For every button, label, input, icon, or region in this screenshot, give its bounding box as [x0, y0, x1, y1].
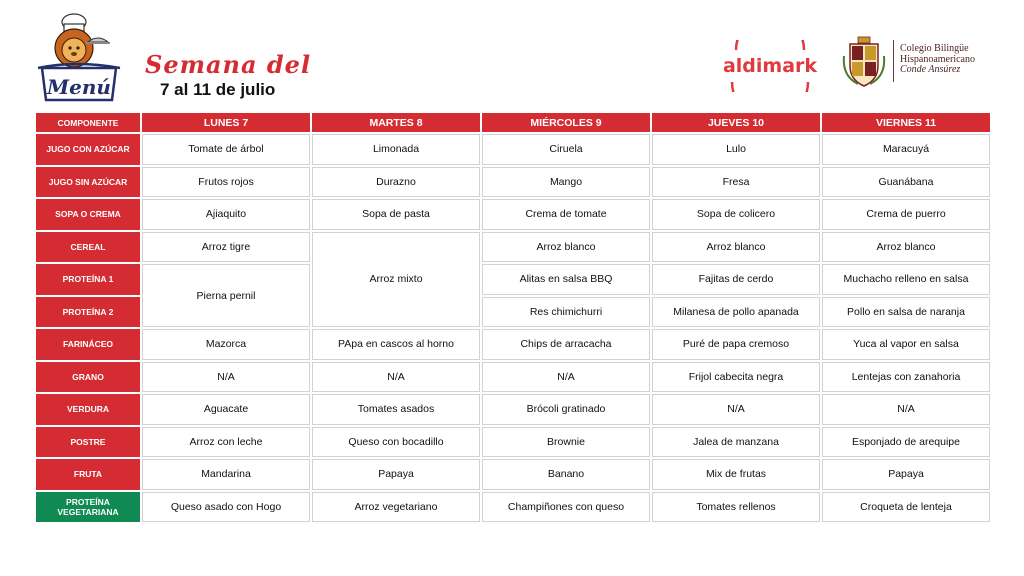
day-header: JUEVES 10 [652, 113, 820, 132]
row-label: JUGO CON AZÚCAR [36, 134, 140, 165]
row-label: GRANO [36, 362, 140, 393]
table-row [36, 232, 990, 263]
menu-cell: Fajitas de cerdo [652, 264, 820, 295]
menu-cell: Pollo en salsa de naranja [822, 297, 990, 328]
menu-cell: Brócoli gratinado [482, 394, 650, 425]
menu-cell: Esponjado de arequipe [822, 427, 990, 458]
table-row [36, 492, 990, 523]
row-label: FARINÁCEO [36, 329, 140, 360]
menu-cell: N/A [822, 394, 990, 425]
menu-cell: Queso con bocadillo [312, 427, 480, 458]
menu-cell-merged: Arroz mixto [312, 232, 480, 328]
menu-cell: Res chimichurri [482, 297, 650, 328]
table-header-row [36, 113, 990, 132]
menu-cell: Frutos rojos [142, 167, 310, 198]
menu-cell: Mandarina [142, 459, 310, 490]
menu-cell: Sopa de pasta [312, 199, 480, 230]
row-label: POSTRE [36, 427, 140, 458]
mascot-menu-text: Menú [47, 75, 111, 99]
menu-cell: Mix de frutas [652, 459, 820, 490]
menu-cell: Ajiaquito [142, 199, 310, 230]
menu-cell: Sopa de colicero [652, 199, 820, 230]
page-header [0, 0, 1024, 110]
page-title: Semana del [145, 50, 312, 79]
logo-divider [893, 40, 894, 82]
aldimark-brand-text: aldimark [722, 55, 818, 77]
row-label: PROTEÍNA 2 [36, 297, 140, 328]
menu-cell: Alitas en salsa BBQ [482, 264, 650, 295]
school-line-3: Conde Ansúrez [900, 64, 961, 75]
menu-cell: Arroz vegetariano [312, 492, 480, 523]
menu-cell: Arroz con leche [142, 427, 310, 458]
school-line-2: Hispanoamericano [900, 53, 975, 65]
row-label: SOPA O CREMA [36, 199, 140, 230]
chef-lion-mascot-logo [36, 12, 136, 104]
menu-cell: Frijol cabecita negra [652, 362, 820, 393]
menu-cell: Durazno [312, 167, 480, 198]
menu-cell-merged: Pierna pernil [142, 264, 310, 327]
aldimark-logo [718, 40, 822, 92]
table-row [36, 362, 990, 393]
menu-cell: Milanesa de pollo apanada [652, 297, 820, 328]
menu-cell: Crema de puerro [822, 199, 990, 230]
menu-cell: Muchacho relleno en salsa [822, 264, 990, 295]
menu-cell: Fresa [652, 167, 820, 198]
menu-cell: Brownie [482, 427, 650, 458]
menu-cell: N/A [312, 362, 480, 393]
school-crest-icon [840, 36, 888, 88]
day-header: MIÉRCOLES 9 [482, 113, 650, 132]
menu-cell: Chips de arracacha [482, 329, 650, 360]
menu-cell: Jalea de manzana [652, 427, 820, 458]
school-line-1: Colegio Bilingüe [900, 43, 969, 54]
menu-cell: Arroz blanco [482, 232, 650, 263]
menu-cell: N/A [142, 362, 310, 393]
day-header: VIERNES 11 [822, 113, 990, 132]
menu-cell: Queso asado con Hogo [142, 492, 310, 523]
component-header: COMPONENTE [36, 113, 140, 132]
menu-cell: Arroz tigre [142, 232, 310, 263]
table-row [36, 134, 990, 165]
menu-cell: Papaya [312, 459, 480, 490]
week-dates: 7 al 11 de julio [160, 80, 276, 99]
weekly-menu-table [34, 111, 992, 524]
row-label: JUGO SIN AZÚCAR [36, 167, 140, 198]
menu-cell: Arroz blanco [822, 232, 990, 263]
table-row [36, 264, 990, 295]
menu-cell: Mango [482, 167, 650, 198]
menu-cell: Puré de papa cremoso [652, 329, 820, 360]
menu-cell: N/A [652, 394, 820, 425]
menu-cell: Limonada [312, 134, 480, 165]
row-label-vegetarian: PROTEÍNA VEGETARIANA [36, 492, 140, 523]
menu-cell: Papaya [822, 459, 990, 490]
menu-cell: Tomate de árbol [142, 134, 310, 165]
menu-cell: N/A [482, 362, 650, 393]
menu-cell: Croqueta de lenteja [822, 492, 990, 523]
menu-cell: Yuca al vapor en salsa [822, 329, 990, 360]
menu-cell: Guanábana [822, 167, 990, 198]
menu-cell: Tomates asados [312, 394, 480, 425]
menu-cell: Arroz blanco [652, 232, 820, 263]
school-name [900, 44, 975, 76]
menu-cell: Maracuyá [822, 134, 990, 165]
table-row [36, 329, 990, 360]
menu-cell: Crema de tomate [482, 199, 650, 230]
day-header: MARTES 8 [312, 113, 480, 132]
menu-cell: PApa en cascos al horno [312, 329, 480, 360]
row-label: CEREAL [36, 232, 140, 263]
menu-cell: Tomates rellenos [652, 492, 820, 523]
menu-cell: Mazorca [142, 329, 310, 360]
table-row [36, 167, 990, 198]
menu-cell: Lentejas con zanahoria [822, 362, 990, 393]
row-label: PROTEÍNA 1 [36, 264, 140, 295]
table-row [36, 427, 990, 458]
menu-cell: Banano [482, 459, 650, 490]
menu-cell: Champiñones con queso [482, 492, 650, 523]
row-label: FRUTA [36, 459, 140, 490]
table-row [36, 199, 990, 230]
menu-cell: Ciruela [482, 134, 650, 165]
day-header: LUNES 7 [142, 113, 310, 132]
row-label: VERDURA [36, 394, 140, 425]
table-row [36, 394, 990, 425]
menu-cell: Lulo [652, 134, 820, 165]
menu-cell: Aguacate [142, 394, 310, 425]
table-row [36, 459, 990, 490]
